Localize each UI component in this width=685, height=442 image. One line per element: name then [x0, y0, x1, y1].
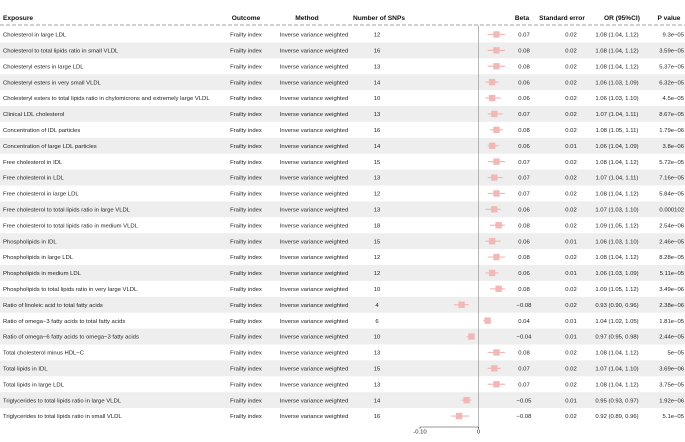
estimate-box — [489, 143, 495, 149]
estimate-box — [458, 302, 464, 308]
cell-p: 8.28e−05 — [659, 255, 684, 262]
cell-method: Inverse variance weighted — [279, 143, 349, 150]
cell-or_ci: 1.06 (1.03, 1.09) — [595, 80, 639, 87]
cell-snps: 18 — [373, 223, 381, 230]
cell-se: 0.01 — [565, 334, 577, 341]
cell-se: 0.02 — [565, 127, 577, 134]
estimate-box — [493, 190, 499, 196]
cell-method: Inverse variance weighted — [279, 318, 349, 325]
cell-exposure: Phospholipids in medium LDL — [3, 271, 81, 278]
cell-method: Inverse variance weighted — [279, 255, 349, 262]
cell-beta: 0.06 — [518, 143, 530, 150]
cell-beta: 0.07 — [518, 159, 530, 166]
cell-snps: 14 — [373, 80, 381, 87]
cell-exposure: Cholesteryl esters in very small VLDL — [3, 80, 101, 87]
cell-snps: 16 — [373, 414, 381, 421]
cell-method: Inverse variance weighted — [279, 398, 349, 405]
column-header: Number of SNPs — [352, 15, 406, 22]
cell-se: 0.02 — [565, 64, 577, 71]
cell-outcome: Frailty index — [230, 175, 262, 182]
cell-snps: 14 — [373, 398, 381, 405]
cell-p: 2.46e−05 — [659, 239, 684, 246]
cell-method: Inverse variance weighted — [279, 48, 349, 55]
cell-method: Inverse variance weighted — [279, 112, 349, 119]
cell-or_ci: 1.08 (1.05, 1.11) — [595, 127, 639, 134]
estimate-box — [495, 286, 501, 292]
cell-or_ci: 1.08 (1.04, 1.12) — [595, 64, 639, 71]
cell-method: Inverse variance weighted — [279, 271, 349, 278]
cell-exposure: Total lipids in IDL — [3, 366, 48, 373]
column-header: Method — [295, 15, 319, 22]
cell-se: 0.02 — [565, 207, 577, 214]
cell-beta: 0.07 — [518, 112, 530, 119]
cell-snps: 13 — [373, 175, 381, 182]
cell-or_ci: 1.08 (1.04, 1.12) — [595, 255, 639, 262]
cell-or_ci: 1.07 (1.03, 1.10) — [595, 207, 639, 214]
cell-beta: 0.07 — [518, 32, 530, 39]
estimate-box — [493, 381, 499, 387]
cell-outcome: Frailty index — [230, 271, 262, 278]
cell-or_ci: 1.06 (1.03, 1.10) — [595, 239, 639, 246]
cell-snps: 13 — [373, 207, 381, 214]
estimate-box — [491, 174, 497, 180]
cell-outcome: Frailty index — [230, 207, 262, 214]
cell-beta: −0.05 — [516, 398, 532, 405]
cell-beta: −0.08 — [516, 414, 532, 421]
cell-beta: −0.04 — [516, 334, 532, 341]
cell-snps: 10 — [373, 96, 381, 103]
cell-p: 0.000102 — [659, 207, 684, 214]
cell-exposure: Phospholipids in large LDL — [3, 255, 74, 262]
cell-se: 0.02 — [565, 302, 577, 309]
cell-snps: 12 — [373, 271, 381, 278]
cell-or_ci: 1.04 (1.02, 1.05) — [595, 318, 639, 325]
cell-beta: 0.08 — [518, 286, 530, 293]
estimate-box — [493, 47, 499, 53]
cell-se: 0.02 — [565, 175, 577, 182]
cell-snps: 4 — [375, 302, 379, 309]
cell-or_ci: 0.97 (0.95, 0.98) — [595, 334, 639, 341]
cell-se: 0.02 — [565, 382, 577, 389]
cell-exposure: Concentration of IDL particles — [3, 127, 81, 134]
cell-or_ci: 1.06 (1.04, 1.09) — [595, 143, 639, 150]
cell-outcome: Frailty index — [230, 127, 262, 134]
cell-or_ci: 1.08 (1.04, 1.12) — [595, 48, 639, 55]
cell-se: 0.02 — [565, 255, 577, 262]
cell-outcome: Frailty index — [230, 318, 262, 325]
cell-beta: 0.08 — [518, 48, 530, 55]
cell-snps: 10 — [373, 334, 381, 341]
estimate-box — [484, 317, 490, 323]
estimate-box — [493, 127, 499, 133]
cell-exposure: Concentration of large LDL particles — [3, 143, 97, 150]
cell-beta: 0.06 — [518, 239, 530, 246]
cell-beta: 0.08 — [518, 255, 530, 262]
cell-or_ci: 1.07 (1.04, 1.11) — [595, 175, 639, 182]
x-tick-label: 0 — [476, 429, 481, 436]
cell-beta: 0.08 — [518, 350, 530, 357]
cell-p: 1.92e−06 — [659, 398, 684, 405]
cell-beta: 0.06 — [518, 271, 530, 278]
cell-snps: 13 — [373, 64, 381, 71]
cell-method: Inverse variance weighted — [279, 175, 349, 182]
cell-beta: 0.07 — [518, 382, 530, 389]
cell-se: 0.02 — [565, 80, 577, 87]
cell-outcome: Frailty index — [230, 366, 262, 373]
cell-or_ci: 1.08 (1.04, 1.12) — [595, 32, 639, 39]
cell-outcome: Frailty index — [230, 80, 262, 87]
cell-se: 0.02 — [565, 414, 577, 421]
cell-or_ci: 1.07 (1.04, 1.10) — [595, 366, 639, 373]
cell-or_ci: 1.08 (1.04, 1.12) — [595, 350, 639, 357]
cell-method: Inverse variance weighted — [279, 80, 349, 87]
cell-method: Inverse variance weighted — [279, 350, 349, 357]
cell-p: 3.8e−06 — [662, 143, 684, 150]
cell-exposure: Total cholesterol minus HDL−C — [3, 350, 85, 357]
cell-p: 1.79e−06 — [659, 127, 684, 134]
cell-se: 0.02 — [565, 223, 577, 230]
cell-outcome: Frailty index — [230, 159, 262, 166]
column-header: Standard error — [539, 15, 585, 22]
cell-snps: 13 — [373, 350, 381, 357]
cell-se: 0.01 — [565, 239, 577, 246]
cell-method: Inverse variance weighted — [279, 96, 349, 103]
cell-snps: 12 — [373, 255, 381, 262]
cell-p: 3.59e−05 — [659, 48, 684, 55]
cell-or_ci: 1.06 (1.03, 1.10) — [595, 96, 639, 103]
cell-se: 0.02 — [565, 350, 577, 357]
cell-or_ci: 1.06 (1.03, 1.09) — [595, 271, 639, 278]
cell-se: 0.02 — [565, 32, 577, 39]
estimate-box — [493, 158, 499, 164]
cell-outcome: Frailty index — [230, 48, 262, 55]
cell-or_ci: 1.08 (1.04, 1.12) — [595, 159, 639, 166]
estimate-box — [495, 222, 501, 228]
cell-p: 8.67e−05 — [659, 112, 684, 119]
cell-exposure: Cholesterol in large LDL — [3, 32, 67, 39]
cell-se: 0.01 — [565, 318, 577, 325]
cell-outcome: Frailty index — [230, 398, 262, 405]
cell-method: Inverse variance weighted — [279, 159, 349, 166]
cell-se: 0.02 — [565, 48, 577, 55]
cell-exposure: Ratio of omega−3 fatty acids to total fatty acids — [3, 318, 126, 325]
cell-se: 0.02 — [565, 191, 577, 198]
cell-method: Inverse variance weighted — [279, 64, 349, 71]
cell-outcome: Frailty index — [230, 255, 262, 262]
cell-outcome: Frailty index — [230, 334, 262, 341]
cell-outcome: Frailty index — [230, 414, 262, 421]
cell-method: Inverse variance weighted — [279, 127, 349, 134]
cell-exposure: Free cholesterol to total lipids ratio in medium VLDL — [3, 223, 138, 230]
cell-outcome: Frailty index — [230, 223, 262, 230]
estimate-box — [493, 63, 499, 69]
cell-outcome: Frailty index — [230, 143, 262, 150]
cell-p: 5.1e−05 — [662, 414, 684, 421]
cell-p: 4.5e−05 — [662, 96, 684, 103]
column-header: P value — [657, 15, 681, 22]
estimate-box — [463, 397, 469, 403]
cell-p: 5e−05 — [667, 350, 684, 357]
cell-snps: 12 — [373, 32, 381, 39]
cell-snps: 10 — [373, 286, 381, 293]
cell-exposure: Ratio of omega−6 fatty acids to omega−3 fatty acids — [3, 334, 139, 341]
cell-p: 2.44e−05 — [659, 334, 684, 341]
cell-p: 7.16e−05 — [659, 175, 684, 182]
cell-p: 3.75e−05 — [659, 382, 684, 389]
cell-beta: 0.04 — [518, 318, 530, 325]
cell-or_ci: 0.92 (0.89, 0.96) — [595, 414, 639, 421]
cell-outcome: Frailty index — [230, 286, 262, 293]
estimate-box — [468, 333, 474, 339]
cell-beta: 0.08 — [518, 223, 530, 230]
cell-p: 5.11e−05 — [659, 271, 684, 278]
cell-outcome: Frailty index — [230, 302, 262, 309]
cell-beta: 0.07 — [518, 175, 530, 182]
column-header: OR (95%CI) — [604, 15, 640, 22]
estimate-box — [493, 31, 499, 37]
cell-exposure: Cholesteryl esters to total lipids ratio in chylomicrons and extremely large VLDL — [3, 96, 210, 103]
cell-se: 0.01 — [565, 271, 577, 278]
estimate-box — [489, 79, 495, 85]
x-tick-label: -0.10 — [413, 429, 427, 436]
cell-exposure: Ratio of linoleic acid to total fatty acids — [3, 302, 103, 309]
cell-exposure: Cholesterol to total lipids ratio in small VLDL — [3, 48, 119, 55]
cell-snps: 13 — [373, 112, 381, 119]
cell-snps: 13 — [373, 382, 381, 389]
cell-outcome: Frailty index — [230, 350, 262, 357]
cell-p: 5.72e−05 — [659, 159, 684, 166]
cell-snps: 15 — [373, 239, 381, 246]
cell-method: Inverse variance weighted — [279, 239, 349, 246]
cell-snps: 6 — [375, 318, 379, 325]
cell-beta: 0.08 — [518, 127, 530, 134]
cell-or_ci: 1.07 (1.04, 1.11) — [595, 112, 639, 119]
cell-exposure: Phospholipids in IDL — [3, 239, 57, 246]
estimate-box — [491, 206, 497, 212]
cell-se: 0.01 — [565, 398, 577, 405]
cell-beta: 0.07 — [518, 191, 530, 198]
estimate-box — [489, 270, 495, 276]
estimate-box — [491, 365, 497, 371]
cell-exposure: Triglycerides to total lipids ratio in small VLDL — [3, 414, 122, 421]
cell-beta: 0.08 — [518, 64, 530, 71]
cell-se: 0.02 — [565, 286, 577, 293]
cell-exposure: Cholesteryl esters in large LDL — [3, 64, 84, 71]
cell-exposure: Free cholesterol to total lipids ratio in large VLDL — [3, 207, 131, 214]
cell-exposure: Clinical LDL cholesterol — [3, 112, 65, 119]
cell-or_ci: 1.09 (1.05, 1.12) — [595, 223, 639, 230]
estimate-box — [489, 238, 495, 244]
estimate-box — [456, 413, 462, 419]
cell-snps: 15 — [373, 366, 381, 373]
cell-p: 1.81e−05 — [659, 318, 684, 325]
cell-or_ci: 1.08 (1.04, 1.12) — [595, 191, 639, 198]
cell-beta: −0.08 — [516, 302, 532, 309]
estimate-box — [489, 95, 495, 101]
estimate-box — [493, 349, 499, 355]
cell-or_ci: 0.93 (0.90, 0.96) — [595, 302, 639, 309]
cell-beta: 0.06 — [518, 96, 530, 103]
cell-method: Inverse variance weighted — [279, 366, 349, 373]
cell-p: 2.54e−06 — [659, 223, 684, 230]
cell-se: 0.02 — [565, 96, 577, 103]
cell-p: 5.37e−05 — [659, 64, 684, 71]
cell-p: 6.32e−05 — [659, 80, 684, 87]
cell-p: 2.38e−06 — [659, 302, 684, 309]
cell-p: 3.69e−06 — [659, 366, 684, 373]
column-header: Exposure — [3, 15, 34, 22]
cell-exposure: Total lipids in large LDL — [3, 382, 64, 389]
cell-se: 0.01 — [565, 143, 577, 150]
cell-beta: 0.07 — [518, 366, 530, 373]
cell-outcome: Frailty index — [230, 239, 262, 246]
cell-method: Inverse variance weighted — [279, 32, 349, 39]
cell-method: Inverse variance weighted — [279, 414, 349, 421]
cell-or_ci: 1.08 (1.04, 1.12) — [595, 382, 639, 389]
cell-outcome: Frailty index — [230, 382, 262, 389]
cell-method: Inverse variance weighted — [279, 223, 349, 230]
cell-snps: 12 — [373, 191, 381, 198]
cell-outcome: Frailty index — [230, 96, 262, 103]
cell-method: Inverse variance weighted — [279, 191, 349, 198]
cell-snps: 15 — [373, 159, 381, 166]
column-header: Beta — [514, 15, 530, 22]
column-header: Outcome — [231, 15, 261, 22]
cell-snps: 16 — [373, 127, 381, 134]
cell-exposure: Free cholesterol in LDL — [3, 175, 64, 182]
cell-exposure: Triglycerides to total lipids ratio in large VLDL — [3, 398, 121, 405]
cell-beta: 0.06 — [518, 207, 530, 214]
cell-method: Inverse variance weighted — [279, 382, 349, 389]
cell-p: 5.84e−05 — [659, 191, 684, 198]
cell-exposure: Free cholesterol in large LDL — [3, 191, 79, 198]
cell-snps: 16 — [373, 48, 381, 55]
cell-exposure: Phospholipids to total lipids ratio in very large VLDL — [3, 286, 138, 293]
estimate-box — [493, 254, 499, 260]
cell-p: 3.49e−06 — [659, 286, 684, 293]
cell-outcome: Frailty index — [230, 64, 262, 71]
cell-se: 0.02 — [565, 112, 577, 119]
cell-outcome: Frailty index — [230, 191, 262, 198]
cell-outcome: Frailty index — [230, 112, 262, 119]
cell-method: Inverse variance weighted — [279, 302, 349, 309]
cell-se: 0.02 — [565, 159, 577, 166]
cell-exposure: Free cholesterol in IDL — [3, 159, 63, 166]
cell-method: Inverse variance weighted — [279, 286, 349, 293]
cell-p: 9.3e−05 — [662, 32, 684, 39]
cell-se: 0.02 — [565, 366, 577, 373]
cell-outcome: Frailty index — [230, 32, 262, 39]
cell-or_ci: 1.09 (1.05, 1.12) — [595, 286, 639, 293]
cell-snps: 14 — [373, 143, 381, 150]
cell-method: Inverse variance weighted — [279, 207, 349, 214]
cell-beta: 0.06 — [518, 80, 530, 87]
estimate-box — [491, 111, 497, 117]
cell-or_ci: 0.95 (0.93, 0.97) — [595, 398, 639, 405]
cell-method: Inverse variance weighted — [279, 334, 349, 341]
